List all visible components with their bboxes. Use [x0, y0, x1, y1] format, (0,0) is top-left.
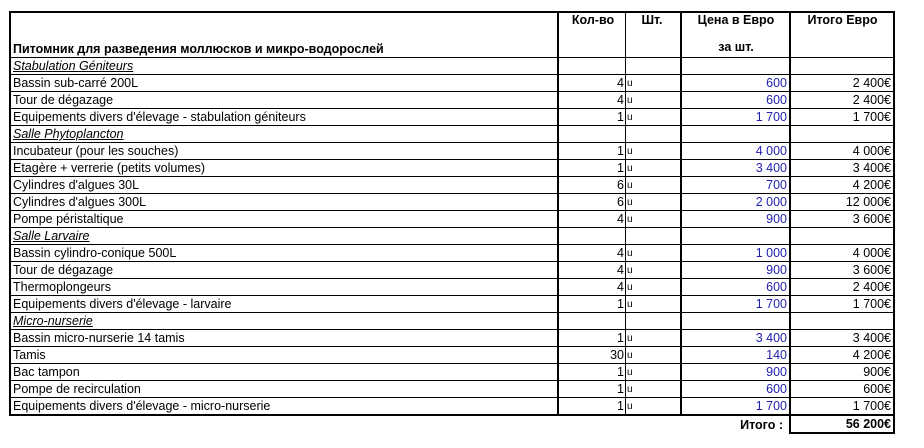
- item-unit-price: 600: [681, 381, 790, 398]
- section-unit-empty: [626, 58, 682, 75]
- item-name: Cylindres d'algues 30L: [10, 177, 558, 194]
- item-unit: u: [626, 92, 682, 109]
- item-qty: 1: [558, 143, 626, 160]
- item-total: 4 000€: [790, 143, 894, 160]
- grand-total-label: Итого :: [740, 418, 783, 432]
- item-name: Equipements divers d'élevage - larvaire: [10, 296, 558, 313]
- item-name: Bassin cylindro-conique 500L: [10, 245, 558, 262]
- table-row: [10, 160, 894, 177]
- item-qty: 4: [558, 245, 626, 262]
- item-unit: u: [626, 211, 682, 228]
- item-unit-price: 1 700: [681, 296, 790, 313]
- item-name: Pompe de recirculation: [10, 381, 558, 398]
- item-unit: u: [626, 75, 682, 92]
- section-row: [10, 228, 894, 245]
- item-name: Thermoplongeurs: [10, 279, 558, 296]
- item-total: 3 600€: [790, 211, 894, 228]
- grand-total-row: [10, 415, 894, 433]
- item-total: 12 000€: [790, 194, 894, 211]
- item-total: 3 400€: [790, 330, 894, 347]
- item-name: Etagère + verrerie (petits volumes): [10, 160, 558, 177]
- header-unit: [626, 12, 682, 58]
- item-qty: 4: [558, 92, 626, 109]
- item-name: Tamis: [10, 347, 558, 364]
- item-unit: u: [626, 262, 682, 279]
- section-title: Salle Larvaire: [10, 228, 558, 245]
- table-row: [10, 364, 894, 381]
- section-qty-empty: [558, 313, 626, 330]
- item-total: 1 700€: [790, 296, 894, 313]
- item-name: Bassin micro-nurserie 14 tamis: [10, 330, 558, 347]
- item-unit-price: 900: [681, 364, 790, 381]
- item-qty: 4: [558, 211, 626, 228]
- item-unit-price: 900: [681, 262, 790, 279]
- equipment-cost-table: [9, 11, 895, 434]
- item-total: 3 400€: [790, 160, 894, 177]
- section-total-empty: [790, 228, 894, 245]
- item-unit: u: [626, 364, 682, 381]
- section-total-empty: [790, 313, 894, 330]
- item-name: Cylindres d'algues 300L: [10, 194, 558, 211]
- table-row: [10, 211, 894, 228]
- table-row: [10, 398, 894, 416]
- table-row: [10, 279, 894, 296]
- item-qty: 1: [558, 381, 626, 398]
- table-row: [10, 92, 894, 109]
- item-unit: u: [626, 347, 682, 364]
- item-unit-price: 3 400: [681, 330, 790, 347]
- section-unit-empty: [626, 313, 682, 330]
- section-price-empty: [681, 228, 790, 245]
- table-row: [10, 75, 894, 92]
- item-name: Tour de dégazage: [10, 262, 558, 279]
- item-total: 900€: [790, 364, 894, 381]
- table-row: [10, 296, 894, 313]
- item-unit: u: [626, 194, 682, 211]
- table-header-row: [10, 12, 894, 58]
- header-price: [681, 12, 790, 58]
- table-row: [10, 330, 894, 347]
- item-unit: u: [626, 143, 682, 160]
- header-qty-label: Кол-во: [571, 13, 615, 27]
- item-unit: u: [626, 398, 682, 416]
- item-unit-price: 1 700: [681, 109, 790, 126]
- section-total-empty: [790, 58, 894, 75]
- item-name: Bassin sub-carré 200L: [10, 75, 558, 92]
- item-unit-price: 4 000: [681, 143, 790, 160]
- section-unit-empty: [626, 228, 682, 245]
- header-qty: [558, 12, 626, 58]
- item-qty: 6: [558, 177, 626, 194]
- header-price-line2: за шт.: [718, 40, 754, 54]
- item-name: Equipements divers d'élevage - stabulation géniteurs: [10, 109, 558, 126]
- item-unit-price: 600: [681, 92, 790, 109]
- item-unit: u: [626, 109, 682, 126]
- item-unit-price: 700: [681, 177, 790, 194]
- header-total: [790, 12, 894, 58]
- item-unit-price: 2 000: [681, 194, 790, 211]
- item-qty: 1: [558, 398, 626, 416]
- section-qty-empty: [558, 58, 626, 75]
- section-price-empty: [681, 58, 790, 75]
- grand-total-value: 56 200€: [790, 415, 894, 433]
- item-unit-price: 3 400: [681, 160, 790, 177]
- item-qty: 4: [558, 279, 626, 296]
- section-row: [10, 313, 894, 330]
- section-qty-empty: [558, 126, 626, 143]
- item-unit-price: 1 700: [681, 398, 790, 416]
- table-body: [10, 12, 894, 433]
- item-total: 4 200€: [790, 347, 894, 364]
- item-name: Pompe péristaltique: [10, 211, 558, 228]
- item-unit-price: 140: [681, 347, 790, 364]
- section-row: [10, 58, 894, 75]
- item-qty: 4: [558, 262, 626, 279]
- header-price-line1: Цена в Евро: [697, 13, 775, 27]
- item-qty: 6: [558, 194, 626, 211]
- table-row: [10, 347, 894, 364]
- table-row: [10, 245, 894, 262]
- header-total-label: Итого Евро: [807, 13, 878, 27]
- item-total: 4 200€: [790, 177, 894, 194]
- grand-total-spacer: [10, 415, 681, 433]
- item-total: 1 700€: [790, 398, 894, 416]
- item-qty: 1: [558, 296, 626, 313]
- item-unit-price: 900: [681, 211, 790, 228]
- item-unit: u: [626, 296, 682, 313]
- table-title: Питомник для разведения моллюсков и микро-водорослей: [13, 42, 384, 56]
- section-title: Salle Phytoplancton: [10, 126, 558, 143]
- section-total-empty: [790, 126, 894, 143]
- item-unit: u: [626, 279, 682, 296]
- table-row: [10, 381, 894, 398]
- item-qty: 1: [558, 364, 626, 381]
- item-unit: u: [626, 245, 682, 262]
- item-unit-price: 600: [681, 75, 790, 92]
- item-unit-price: 1 000: [681, 245, 790, 262]
- item-unit: u: [626, 177, 682, 194]
- table-row: [10, 143, 894, 160]
- section-price-empty: [681, 313, 790, 330]
- item-unit: u: [626, 381, 682, 398]
- item-name: Equipements divers d'élevage - micro-nurserie: [10, 398, 558, 416]
- item-total: 4 000€: [790, 245, 894, 262]
- item-qty: 1: [558, 109, 626, 126]
- item-total: 3 600€: [790, 262, 894, 279]
- item-name: Incubateur (pour les souches): [10, 143, 558, 160]
- item-name: Tour de dégazage: [10, 92, 558, 109]
- section-unit-empty: [626, 126, 682, 143]
- item-total: 1 700€: [790, 109, 894, 126]
- item-unit: u: [626, 160, 682, 177]
- header-title-cell: [10, 12, 558, 58]
- table-row: [10, 177, 894, 194]
- item-qty: 1: [558, 330, 626, 347]
- item-unit-price: 600: [681, 279, 790, 296]
- item-total: 2 400€: [790, 279, 894, 296]
- item-total: 2 400€: [790, 75, 894, 92]
- table-row: [10, 262, 894, 279]
- item-unit: u: [626, 330, 682, 347]
- item-total: 600€: [790, 381, 894, 398]
- item-name: Bac tampon: [10, 364, 558, 381]
- item-total: 2 400€: [790, 92, 894, 109]
- item-qty: 1: [558, 160, 626, 177]
- item-qty: 30: [558, 347, 626, 364]
- section-qty-empty: [558, 228, 626, 245]
- table-row: [10, 109, 894, 126]
- header-unit-label: Шт.: [641, 13, 663, 27]
- item-qty: 4: [558, 75, 626, 92]
- section-title: Stabulation Géniteurs: [10, 58, 558, 75]
- section-title: Micro-nurserie: [10, 313, 558, 330]
- table-row: [10, 194, 894, 211]
- section-row: [10, 126, 894, 143]
- section-price-empty: [681, 126, 790, 143]
